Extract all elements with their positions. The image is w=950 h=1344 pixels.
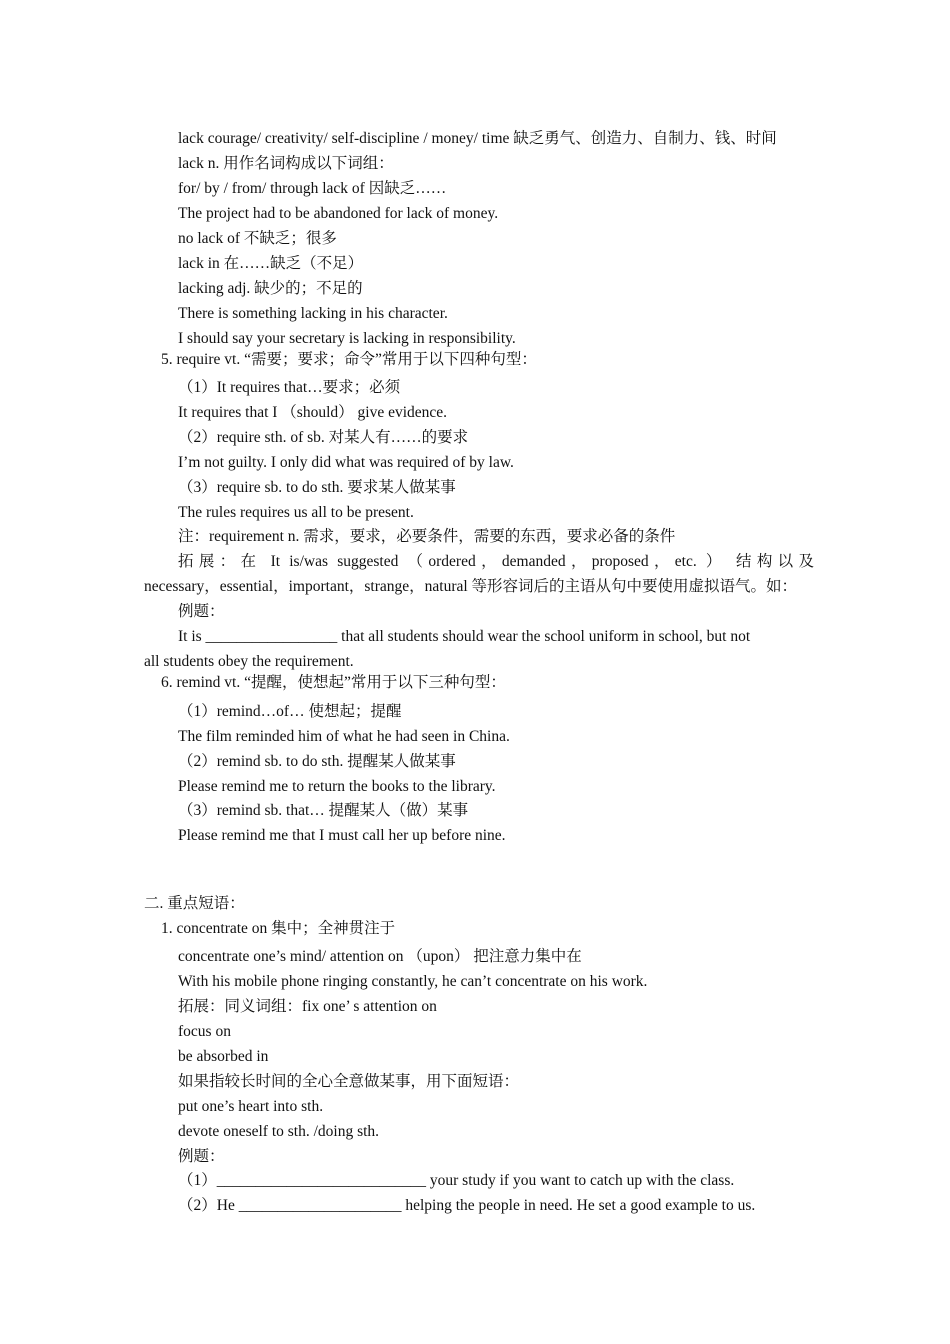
text-line: The rules requires us all to be present. <box>178 504 414 521</box>
text-line: 例题： <box>178 1148 225 1165</box>
section-title: 二. 重点短语： <box>144 895 245 912</box>
text-line: necessary，essential，important，strange，natural 等形容词后的主语从句中要使用虚拟语气。如： <box>144 578 798 595</box>
text-line: （2）remind sb. to do sth. 提醒某人做某事 <box>178 753 456 770</box>
text-line: （2）require sth. of sb. 对某人有……的要求 <box>178 429 469 446</box>
text-line: Please remind me that I must call her up before nine. <box>178 827 506 844</box>
text-line: concentrate one’s mind/ attention on （upon） 把注意力集中在 <box>178 948 582 965</box>
text-line: The film reminded him of what he had seen in China. <box>178 728 510 745</box>
text-line: lack n. 用作名词构成以下词组： <box>178 155 394 172</box>
text-line: （3）require sb. to do sth. 要求某人做某事 <box>178 479 456 496</box>
text-line: 拓展：同义词组：fix one’ s attention on <box>178 998 437 1015</box>
text-line: It requires that I （should） give evidence. <box>178 404 448 421</box>
text-line: lack in 在……缺乏（不足） <box>178 255 364 272</box>
section-heading: 1. concentrate on 集中；全神贯注于 <box>161 920 396 937</box>
exercise-line: （1）___________________________ your study if you want to catch up with the class. <box>178 1172 735 1189</box>
text-line: （1）remind…of… 使想起；提醒 <box>178 703 402 720</box>
text-line: focus on <box>178 1023 231 1040</box>
text-line: 拓展：在 It is/was suggested （ordered，demanded，proposed，etc. ） 结构以及 <box>178 553 814 570</box>
text-line: no lack of 不缺乏；很多 <box>178 230 337 247</box>
text-line: be absorbed in <box>178 1048 269 1065</box>
text-line: I should say your secretary is lacking in responsibility. <box>178 330 516 347</box>
exercise-line: （2）He _____________________ helping the people in need. He set a good example to us. <box>178 1197 756 1214</box>
text-line: I’m not guilty. I only did what was required of by law. <box>178 454 514 471</box>
exercise-line: It is _________________ that all students should wear the school uniform in school, but not <box>178 628 751 645</box>
text-line: devote oneself to sth. /doing sth. <box>178 1123 380 1140</box>
text-line: With his mobile phone ringing constantly, he can’t concentrate on his work. <box>178 973 648 990</box>
text-line: put one’s heart into sth. <box>178 1098 324 1115</box>
text-line: for/ by / from/ through lack of 因缺乏…… <box>178 180 447 197</box>
text-line: （3）remind sb. that… 提醒某人（做）某事 <box>178 802 469 819</box>
section-heading: 5. require vt. “需要；要求；命令”常用于以下四种句型： <box>161 351 537 368</box>
section-heading: 6. remind vt. “提醒，使想起”常用于以下三种句型： <box>161 674 506 691</box>
text-line: all students obey the requirement. <box>144 653 354 670</box>
text-line: The project had to be abandoned for lack of money. <box>178 205 499 222</box>
text-line: lack courage/ creativity/ self-discipline / money/ time 缺乏勇气、创造力、自制力、钱、时间 <box>178 130 777 147</box>
text-line: lacking adj. 缺少的；不足的 <box>178 280 363 297</box>
text-line: 如果指较长时间的全心全意做某事，用下面短语： <box>178 1073 520 1090</box>
text-line: Please remind me to return the books to the library. <box>178 778 496 795</box>
text-line: （1）It requires that…要求；必须 <box>178 379 401 396</box>
text-line: There is something lacking in his character. <box>178 305 448 322</box>
text-line: 注：requirement n. 需求，要求，必要条件，需要的东西，要求必备的条件 <box>178 528 676 545</box>
text-line: 例题： <box>178 603 225 620</box>
